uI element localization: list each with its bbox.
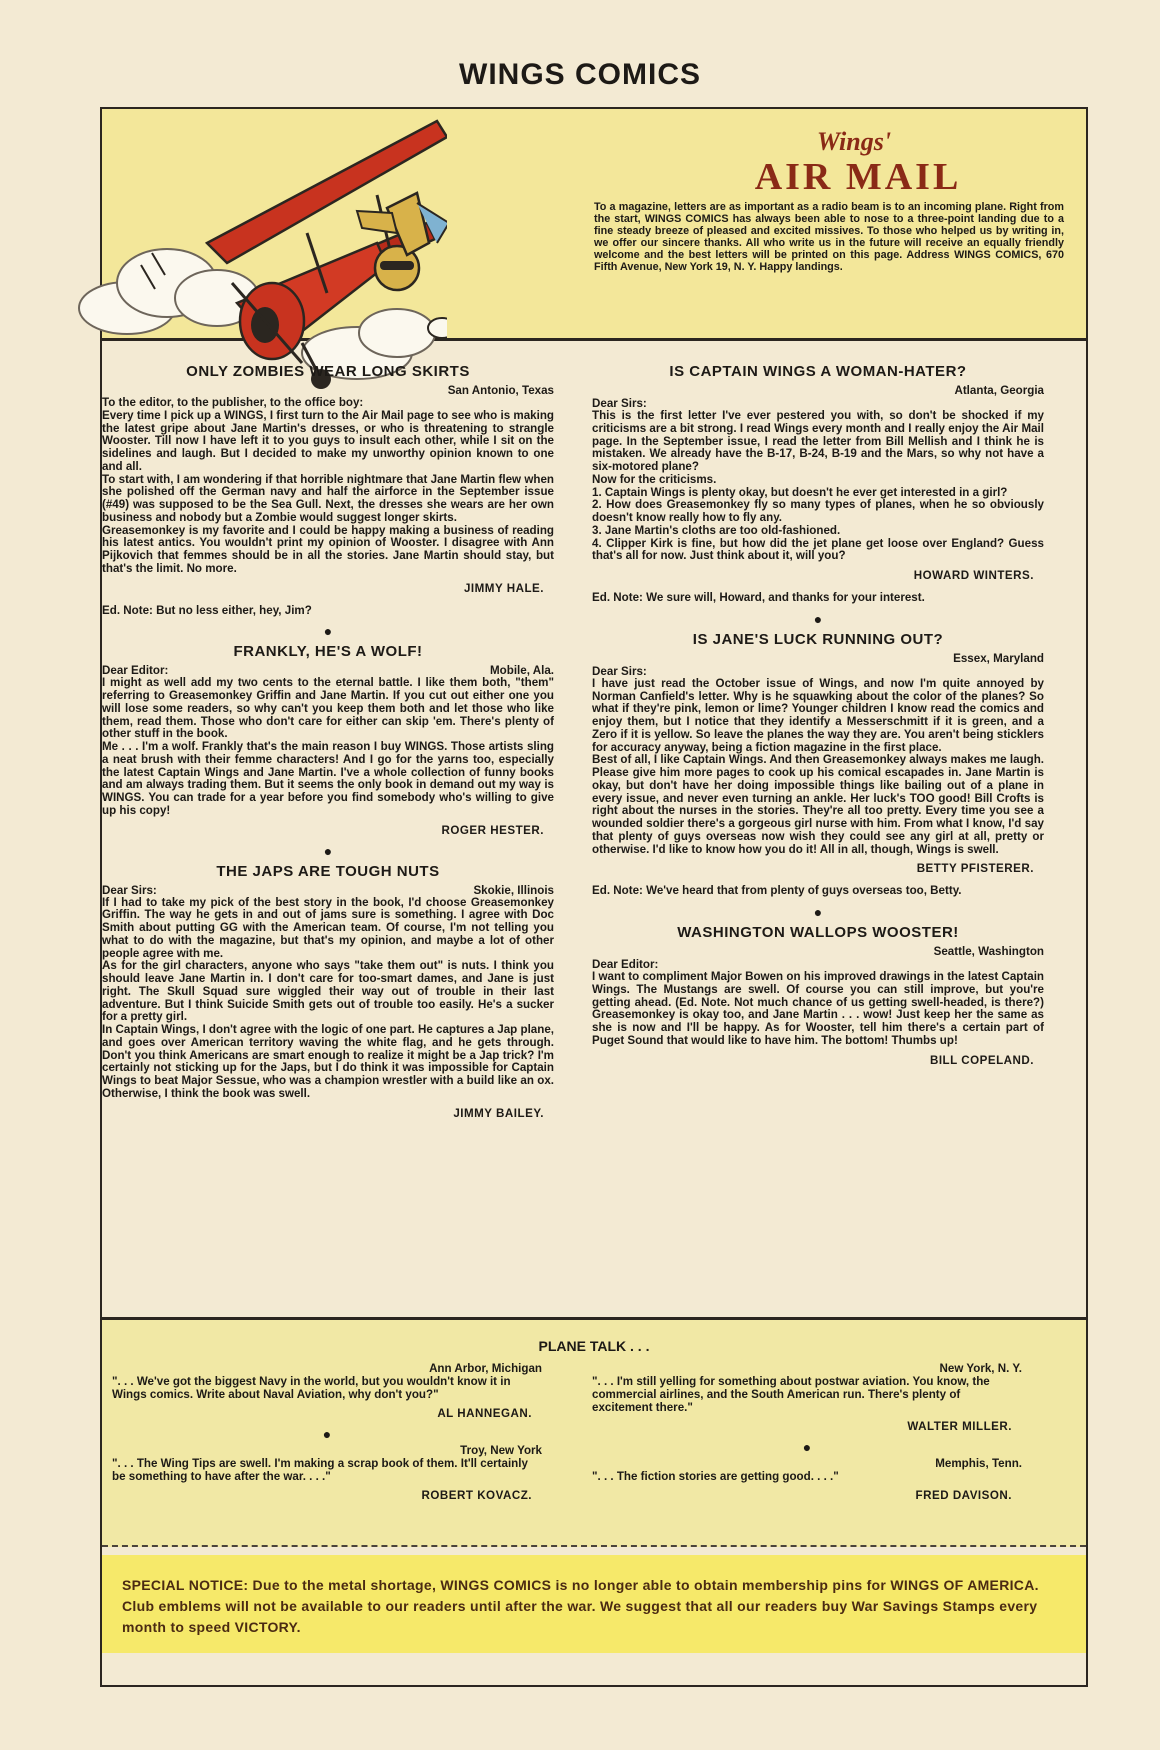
letter <box>592 363 1044 605</box>
letter <box>592 924 1044 1067</box>
letter <box>102 363 554 617</box>
letter-body: I want to compliment Major Bowen on his improved drawings in the latest Captain Wings. The Mustangs are swell. Of course you can still improve, but you're getting ahead. (Ed. Note. Not much chance of us getting swell-headed, is there?) Greasemonkey is okay too, and Jane Martin . . . wow! Just keep her the same as she is now and I'll be happy. As for Wooster, tell him there's a certain part of Puget Sound that would like to have him. The bottom! Thumbs up! <box>592 970 1044 1047</box>
letter-location: Seattle, Washington <box>933 945 1044 958</box>
air-mail-page-frame <box>100 107 1088 1687</box>
wings-script-title: Wings' <box>816 127 892 156</box>
letters-left-column <box>102 359 554 1126</box>
header-band <box>102 109 1086 341</box>
plane-talk-location: New York, N. Y. <box>939 1362 1022 1375</box>
letter-salutation: Dear Editor: <box>102 664 169 678</box>
plane-talk-location: Memphis, Tenn. <box>935 1456 1022 1470</box>
letter-signature: BETTY PFISTERER. <box>916 862 1034 876</box>
separator-dot: ● <box>802 1438 812 1455</box>
letter-title: IS CAPTAIN WINGS A WOMAN-HATER? <box>669 363 967 380</box>
letter-signature: JIMMY BAILEY. <box>453 1106 544 1120</box>
plane-talk-signature: ROBERT KOVACZ. <box>421 1488 532 1502</box>
plane-talk-signature: WALTER MILLER. <box>907 1419 1012 1433</box>
plane-talk-right-column <box>592 1362 1022 1508</box>
page-title: WINGS COMICS <box>459 58 701 91</box>
letter-signature: HOWARD WINTERS. <box>913 569 1034 582</box>
plane-talk-item <box>592 1362 1022 1433</box>
pilot-airplane-illustration <box>57 93 447 393</box>
letter-title: IS JANE'S LUCK RUNNING OUT? <box>692 630 944 648</box>
letter-signature: JIMMY HALE. <box>463 581 544 595</box>
plane-talk-signature: AL HANNEGAN. <box>437 1406 532 1420</box>
letter <box>102 863 554 1120</box>
letter-body: This is the first letter I've ever pestered you with, so don't be shocked if my criticisms are a bit strong. I read Wings every month and I really enjoy the Air Mail page. In the September issue, I read the letter from Bill Mellish and I think he is mistaken. We already have the B-17, B-24, B-19 and the Mars, so why not have a six-motored plane? Now for the criticisms. 1. Captain Wings is plenty okay, but doesn't he ever get interested in a girl? 2. How does Greasemonkey fly so many types of planes, when he so obviously doesn't know really how to fly any. 3. Jane Martin's cloths are too old-fashioned. 4. Clipper Kirk is fine, but how did the jet plane get loose over England? Guess that's all for now. Just think about it, will you? <box>592 409 1044 563</box>
editor-note: Ed. Note: We've heard that from plenty of guys overseas too, Betty. <box>592 884 962 898</box>
air-mail-title: AIR MAIL <box>754 156 962 198</box>
letters-right-column <box>592 359 1044 1073</box>
separator-dot: ● <box>323 623 333 640</box>
letter-location: Atlanta, Georgia <box>954 384 1044 397</box>
letter-body: If I had to take my pick of the best story in the book, I'd choose Greasemonkey Griffin. The way he gets in and out of jams sure is something. I agree with Doc Smith about putting GG with the American team. Of course, I'm not telling you what to do with the magazine, but that's my opinion, and maybe a lot of other people agree with me. As for the girl characters, anyone who says "take them out" is nuts. I think you should leave Jane Martin in. I don't care for too-smart dames, and Jane is just right. The Skull Squad sure wiggled their way out of trouble in their last adventure. But I think Suicide Smith gets out of trouble too easily. He's a sucker for a pretty girl. In Captain Wings, I don't agree with the logic of one part. He captures a Jap plane, and goes over American territory waving the white flag, and he gets through. Don't you think Americans are smart enough to realize it might be a Jap trick? I'm certainly not sticking up for the Japs, but I do think it was impossible for Captain Wings to beat Major Sessue, who was a champion wrestler with a build like an ox. Otherwise, I think the book was swell. <box>102 895 554 1100</box>
letter-signature: BILL COPELAND. <box>929 1053 1034 1067</box>
plane-talk-location: Ann Arbor, Michigan <box>429 1362 542 1375</box>
plane-talk-body: ". . . The fiction stories are getting good. . . ." <box>592 1469 839 1483</box>
letter-salutation: Dear Sirs: <box>102 883 157 897</box>
letter-body: To the editor, to the publisher, to the office boy: Every time I pick up a WINGS, I first turn to the Air Mail page to see who is making the latest gripe about Jane Martin's dresses, or who is threatening to strangle Wooster. Till now I have left it to you guys to insult each other, while I sit on the sidelines and laugh. But I decided to make my unworthy opinion known to one and all. To start with, I am wondering if that horrible nightmare that Jane Martin flew when she polished off the German navy and half the airforce in the September issue (#49) was supposed to be the Sea Gull. Next, the dresses she wears are her own business and nobody but a Zombie would suggest longer skirts. Greasemonkey is my favorite and I could be happy making a business of reading his latest antics. You wouldn't print my opinion of Wooster. I disagree with Ann Pijkovich that femmes should be in all the stories. Jane Martin should stay, but that's the limit. No more. <box>102 396 554 575</box>
letter <box>592 631 1044 898</box>
separator-dot: ● <box>323 842 333 859</box>
letter-salutation: Dear Sirs: <box>592 397 647 410</box>
letter-salutation: Dear Editor: <box>592 958 659 971</box>
special-notice: SPECIAL NOTICE: Due to the metal shortage, WINGS COMICS is no longer able to obtain membership pins for WINGS OF AMERICA. Club emblems will not be available to our readers until after the war. We suggest that all our readers buy War Savings Stamps every month to speed VICTORY. <box>122 1577 1039 1635</box>
separator-dot: ● <box>813 610 823 627</box>
plane-talk-location: Troy, New York <box>460 1443 542 1457</box>
letter-body: I have just read the October issue of Wings, and now I'm quite annoyed by Norman Canfield's letter. Why is he squawking about the color of the planes? So what if they're pink, lemon or lime? Younger children I know read the comics and enjoy them, but I notice that they identify a Messerschmitt if it is green, and a Zero if it is yellow. So leave the planes the way they are. You aren't being sticklers for accuracy anyway, being a fiction magazine in the first place. Best of all, I like Captain Wings. And then Greasemonkey always makes me laugh. Please give him more pages to cook up his comical escapades in. Jane Martin is okay, but don't have her doing impossible things like bailing out of a plane in every issue, and never even turning an ankle. Her luck's TOO good! Bill Crofts is right about the nurses in the stories. They're all too pretty. Every time you see a wounded soldier there's a gorgeous girl nurse with him. From what I know, I'd say that plenty of guys overseas now wish they could see any girl at all, pretty or otherwise. I'd like to know how you do it! All in all, though, Wings is swell. <box>592 676 1044 856</box>
intro-paragraph: To a magazine, letters are as important as a radio beam is to an incoming plane. Right from the start, WINGS COMICS has always been able to nose to a three-point landing due to a fine steady breeze of pleased and excited missives. To those who helped us by writing in, we offer our sincere thanks. All who write us in the future will receive an equally friendly welcome and the best letters will be printed on this page. Address WINGS COMICS, 670 Fifth Avenue, New York 19, N. Y. Happy landings. <box>594 201 1064 274</box>
letter-title: WASHINGTON WALLOPS WOOSTER! <box>677 924 959 941</box>
plane-talk-body: ". . . We've got the biggest Navy in the world, but you wouldn't know it in Wings comics. Write about Naval Aviation, why don't you?" <box>112 1375 511 1401</box>
letter-title: THE JAPS ARE TOUGH NUTS <box>216 862 440 880</box>
letter-location: San Antonio, Texas <box>447 384 554 397</box>
editor-note: Ed. Note: We sure will, Howard, and thanks for your interest. <box>592 591 925 604</box>
letter-title: ONLY ZOMBIES WEAR LONG SKIRTS <box>186 363 470 380</box>
letter-location: Essex, Maryland <box>953 651 1044 665</box>
plane-talk-item <box>592 1457 1022 1502</box>
separator-dot: ● <box>322 1425 332 1442</box>
editor-note: Ed. Note: But no less either, hey, Jim? <box>102 603 312 617</box>
letter-signature: ROGER HESTER. <box>441 823 544 837</box>
letter <box>102 643 554 836</box>
letter-location: Mobile, Ala. <box>490 664 554 678</box>
special-notice-band <box>102 1555 1086 1653</box>
plane-talk-signature: FRED DAVISON. <box>915 1488 1012 1502</box>
plane-talk-body: ". . . The Wing Tips are swell. I'm making a scrap book of them. It'll certainly be something to have after the war. . . ." <box>112 1456 528 1483</box>
separator-dot: ● <box>813 904 823 920</box>
plane-talk-title: PLANE TALK . . . <box>538 1338 650 1354</box>
plane-talk-body: ". . . I'm still yelling for something about postwar aviation. You know, the commercial airlines, and the South American run. There's plenty of excitement there." <box>592 1375 990 1414</box>
plane-talk-left-column <box>112 1362 542 1508</box>
plane-talk-item <box>112 1444 542 1502</box>
letter-title: FRANKLY, HE'S A WOLF! <box>233 643 423 661</box>
letter-body: I might as well add my two cents to the eternal battle. I like them both, "them" referring to Greasemonkey Griffin and Jane Martin. If you cut out either one you will lose some readers, so why can't you keep them both and let those who like them, read them. Those who don't care for either can skip 'em. There's plenty of other stuff in the book. Me . . . I'm a wolf. Frankly that's the main reason I buy WINGS. Those artists sling a neat brush with their femme characters! And I go for the yarns too, especially the latest Captain Wings and Jane Martin. I've a whole collection of funny books and am always trading them. But it seems the only book in demand out my way is WINGS. You can trade for a year before you find somebody who's willing to give up his copy! <box>102 676 554 817</box>
plane-talk-item <box>112 1362 542 1420</box>
letter-location: Skokie, Illinois <box>473 883 554 897</box>
plane-talk-section <box>102 1317 1086 1547</box>
letter-salutation: Dear Sirs: <box>592 664 647 678</box>
